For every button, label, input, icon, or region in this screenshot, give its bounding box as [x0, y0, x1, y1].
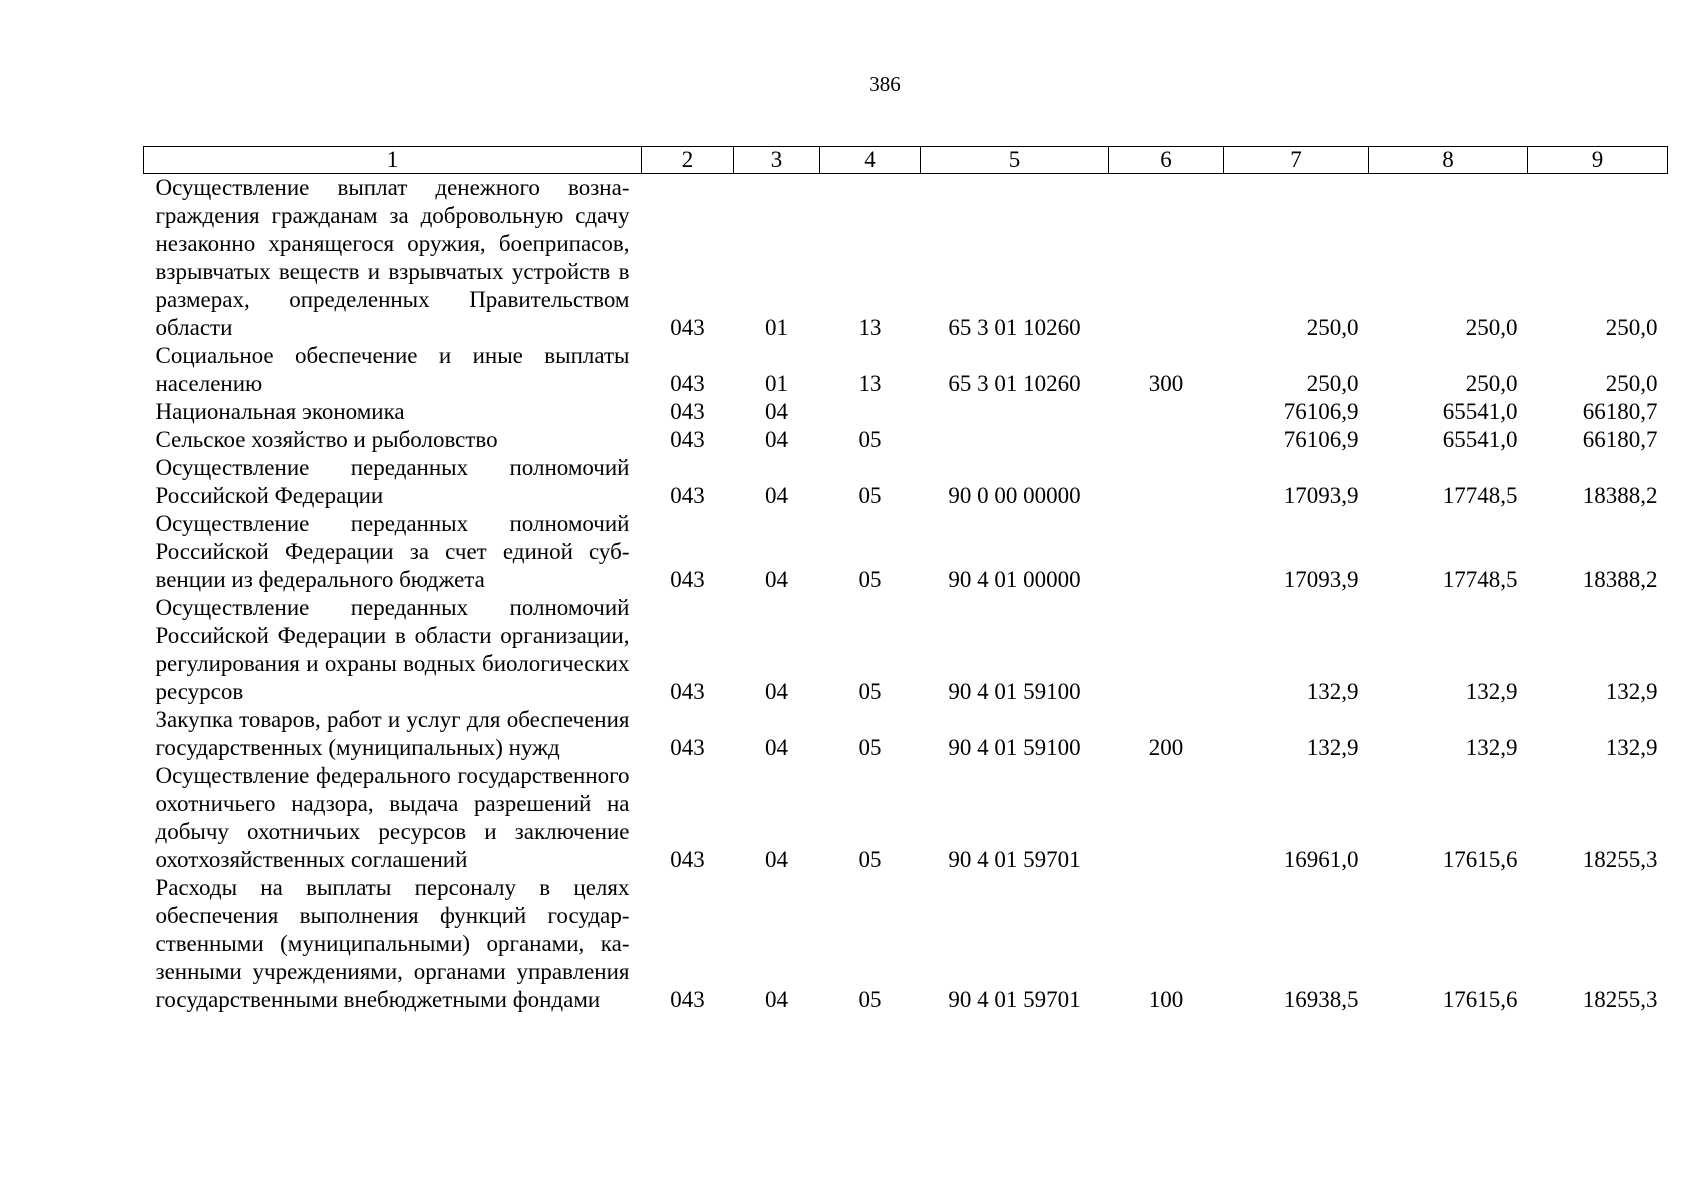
subsection-code: 05: [858, 483, 882, 508]
admin-code: 043: [670, 679, 705, 704]
section-code: 04: [765, 735, 788, 760]
admin-code: 043: [670, 483, 705, 508]
budget-table: [143, 146, 1668, 1014]
amount-col7: 250,0: [1306, 315, 1359, 340]
admin-code: 043: [670, 371, 705, 396]
admin-code: 043: [670, 399, 705, 424]
expense-type-code: 100: [1148, 987, 1184, 1012]
row-name: Осуществление переданных полномочий Российской Федерации за счет единой субвенции из федерального бюджета: [155, 511, 630, 592]
amount-col9: 18388,2: [1582, 567, 1658, 592]
column-header: 9: [1528, 147, 1668, 174]
column-header: 1: [144, 147, 642, 174]
amount-col8: 17748,5: [1442, 483, 1518, 508]
section-code: 04: [765, 847, 788, 872]
row-name: Сельское хозяйство и рыболовство: [155, 427, 498, 452]
expense-type-code: [1109, 454, 1224, 510]
amount-col7: 16938,5: [1283, 987, 1359, 1012]
table-row: [144, 454, 1668, 510]
amount-col7: 16961,0: [1283, 847, 1359, 872]
row-name: Осуществление переданных полномочий Российской Федерации в области организации, регулирования и охраны водных биологических ресурсов: [155, 595, 630, 704]
column-header: 7: [1224, 147, 1369, 174]
subsection-code: 05: [858, 567, 882, 592]
table-row: [144, 762, 1668, 874]
expense-type-code: [1109, 426, 1224, 454]
table-row: [144, 706, 1668, 762]
target-article-code: 90 4 01 59701: [948, 847, 1081, 872]
amount-col9: 66180,7: [1582, 427, 1658, 452]
amount-col8: 250,0: [1465, 315, 1518, 340]
table-row: [144, 426, 1668, 454]
section-code: 01: [765, 371, 788, 396]
amount-col8: 132,9: [1465, 679, 1518, 704]
target-article-code: 65 3 01 10260: [948, 315, 1081, 340]
amount-col9: 132,9: [1605, 679, 1658, 704]
row-name: Расходы на выплаты персоналу в целях обеспечения выполнения функций государственными (муниципальными) органами, казенными учреждениями, органами управления государственными внебюджетными фондами: [155, 875, 630, 1012]
amount-col9: 250,0: [1605, 315, 1658, 340]
admin-code: 043: [670, 987, 705, 1012]
target-article-code: 90 4 01 00000: [948, 567, 1081, 592]
row-name: Осуществление федерального государственного охотничьего надзора, выдача разрешений на добычу охотничьих ресурсов и заключение охотхозяйственных соглашений: [155, 763, 630, 872]
section-code: 04: [765, 679, 788, 704]
expense-type-code: [1109, 510, 1224, 594]
row-name: Национальная экономика: [155, 399, 405, 424]
expense-type-code: 200: [1148, 735, 1184, 760]
amount-col8: 17615,6: [1442, 847, 1518, 872]
amount-col9: 132,9: [1605, 735, 1658, 760]
table-header-row: [144, 147, 1668, 174]
section-code: 04: [765, 483, 788, 508]
target-article-code: 90 4 01 59701: [948, 987, 1081, 1012]
subsection-code: 05: [858, 847, 882, 872]
section-code: 04: [765, 399, 788, 424]
subsection-code: 05: [858, 735, 882, 760]
amount-col7: 132,9: [1306, 735, 1359, 760]
amount-col7: 17093,9: [1283, 567, 1359, 592]
amount-col8: 132,9: [1465, 735, 1518, 760]
subsection-code: [820, 398, 921, 426]
section-code: 04: [765, 987, 788, 1012]
admin-code: 043: [670, 315, 705, 340]
table-row: [144, 510, 1668, 594]
target-article-code: 65 3 01 10260: [948, 371, 1081, 396]
row-name: Осуществление переданных полномочий Российской Федерации: [155, 455, 630, 508]
column-header: 5: [921, 147, 1109, 174]
table-row: [144, 398, 1668, 426]
subsection-code: 05: [858, 679, 882, 704]
expense-type-code: [1109, 762, 1224, 874]
target-article-code: [921, 398, 1109, 426]
amount-col8: 65541,0: [1442, 427, 1518, 452]
row-name: Закупка товаров, работ и услуг для обеспечения государственных (муниципальных) нужд: [155, 707, 630, 760]
expense-type-code: 300: [1148, 371, 1184, 396]
target-article-code: 90 0 00 00000: [948, 483, 1081, 508]
section-code: 04: [765, 427, 788, 452]
amount-col7: 76106,9: [1283, 427, 1359, 452]
amount-col7: 250,0: [1306, 371, 1359, 396]
column-header: 3: [734, 147, 820, 174]
section-code: 01: [765, 315, 788, 340]
expense-type-code: [1109, 174, 1224, 343]
amount-col9: 250,0: [1605, 371, 1658, 396]
amount-col7: 76106,9: [1283, 399, 1359, 424]
table-row: [144, 874, 1668, 1014]
column-header: 4: [820, 147, 921, 174]
table-row: [144, 174, 1668, 343]
section-code: 04: [765, 567, 788, 592]
row-name: Социальное обеспечение и иные выплаты населению: [155, 343, 630, 396]
target-article-code: 90 4 01 59100: [948, 679, 1081, 704]
amount-col8: 17748,5: [1442, 567, 1518, 592]
amount-col7: 132,9: [1306, 679, 1359, 704]
subsection-code: 13: [858, 315, 882, 340]
amount-col8: 17615,6: [1442, 987, 1518, 1012]
amount-col9: 18255,3: [1582, 987, 1658, 1012]
row-name: Осуществление выплат денежного вознаграждения гражданам за добровольную сдачу незаконно хранящегося оружия, боеприпасов, взрывчатых веществ и взрывчатых устройств в размерах, определенных Правительством области: [155, 175, 630, 340]
column-header: 6: [1109, 147, 1224, 174]
amount-col8: 250,0: [1465, 371, 1518, 396]
subsection-code: 05: [858, 427, 882, 452]
column-header: 2: [642, 147, 734, 174]
amount-col9: 18388,2: [1582, 483, 1658, 508]
target-article-code: [921, 426, 1109, 454]
amount-col7: 17093,9: [1283, 483, 1359, 508]
subsection-code: 05: [858, 987, 882, 1012]
expense-type-code: [1109, 594, 1224, 706]
subsection-code: 13: [858, 371, 882, 396]
amount-col9: 18255,3: [1582, 847, 1658, 872]
admin-code: 043: [670, 847, 705, 872]
column-header: 8: [1369, 147, 1528, 174]
admin-code: 043: [670, 735, 705, 760]
admin-code: 043: [670, 567, 705, 592]
table-row: [144, 342, 1668, 398]
expense-type-code: [1109, 398, 1224, 426]
page-number: 386: [869, 72, 901, 96]
target-article-code: 90 4 01 59100: [948, 735, 1081, 760]
admin-code: 043: [670, 427, 705, 452]
table-row: [144, 594, 1668, 706]
amount-col9: 66180,7: [1582, 399, 1658, 424]
amount-col8: 65541,0: [1442, 399, 1518, 424]
